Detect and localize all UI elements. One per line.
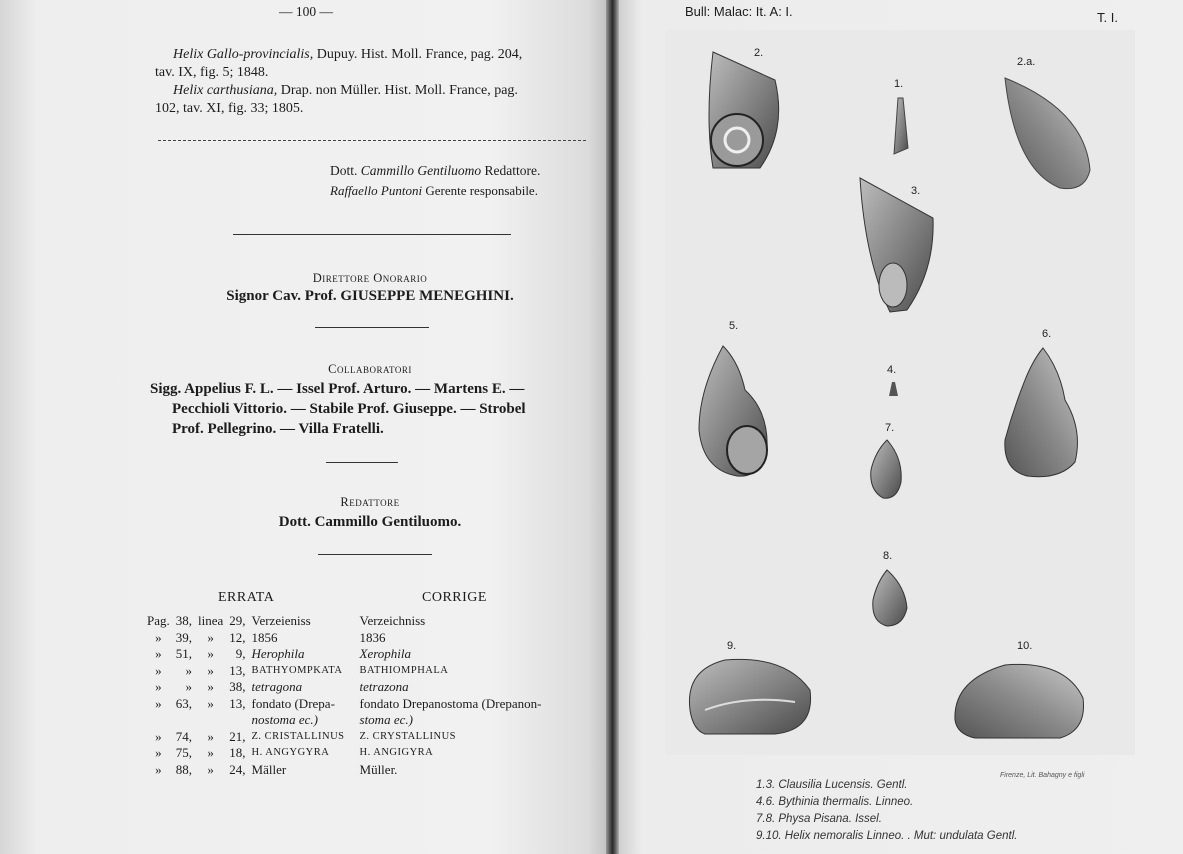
errata-cell: » [155, 679, 162, 694]
errata-cell: Pag. [147, 613, 170, 628]
errata-cell: » [207, 745, 214, 760]
shell-label: 8. [883, 550, 893, 562]
errata-cell: 74, [175, 728, 192, 744]
shell-fig-5 [699, 346, 767, 476]
errata-cell: nostoma ec.) [251, 712, 318, 727]
shell-fig-6 [1005, 348, 1078, 477]
errata-cell: 1836 [359, 629, 386, 645]
errata-cell: 9, [235, 646, 246, 661]
errata-cell: 63, [175, 695, 192, 711]
collaborators-list [150, 379, 590, 439]
errata-cell: 13, [229, 662, 246, 678]
errata-cell: » [155, 745, 162, 760]
errata-cell: » [207, 629, 214, 645]
errata-cell: 24, [229, 761, 246, 777]
shell-fig-10 [955, 664, 1084, 738]
errata-cell: 13, [229, 695, 246, 711]
errata-cell: » [155, 646, 162, 661]
collaborators-line: Pecchioli Vittorio. — Stabile Prof. Giuseppe. — Strobel [172, 401, 526, 417]
synonymy-block [155, 46, 595, 118]
errata-row [144, 762, 544, 779]
errata-row [144, 745, 544, 762]
corrige-heading: CORRIGE [422, 590, 487, 605]
book-gutter [606, 0, 620, 854]
errata-cell: 75, [175, 745, 192, 760]
errata-row [144, 729, 544, 746]
shell-label: 3. [911, 185, 921, 197]
shell-label: 6. [1042, 328, 1052, 340]
errata-cell: 38, [175, 613, 192, 628]
editor-line: Dott. Cammillo Gentiluomo Redattore. [330, 163, 541, 178]
errata-cell: » [155, 761, 162, 777]
collaborators-heading: Collaboratori [328, 362, 412, 376]
errata-row [144, 646, 544, 663]
errata-cell: » [207, 728, 214, 744]
divider [326, 462, 398, 463]
errata-cell: BATHIOMPHALA [359, 664, 449, 676]
errata-cell: » [185, 662, 192, 678]
errata-cell: fondato Drepanostoma (Drepanon- [359, 695, 542, 711]
errata-row [144, 663, 544, 680]
plate-caption: 9.10. Helix nemoralis Linneo. . Mut: undulata Gentl. [756, 830, 1018, 842]
errata-cell: » [155, 662, 162, 678]
shell-label: 4. [887, 364, 897, 376]
errata-cell: » [207, 679, 214, 694]
plate-header-journal: Bull: Malac: It. A: I. [685, 4, 793, 19]
collaborators-line: Prof. Pellegrino. — Villa Fratelli. [172, 421, 384, 437]
errata-cell: Z. CRYSTALLINUS [359, 730, 457, 742]
divider [158, 140, 586, 141]
errata-cell: tetrazona [359, 679, 409, 694]
errata-heading: ERRATA [218, 590, 275, 605]
shell-fig-1 [894, 98, 908, 154]
errata-cell: BATHYOMPKATA [251, 664, 343, 676]
plate-caption: 1.3. Clausilia Lucensis. Gentl. [756, 779, 908, 791]
errata-cell: 88, [175, 761, 192, 777]
shell-fig-2 [709, 52, 779, 168]
errata-cell: stoma ec.) [359, 712, 413, 727]
errata-row [144, 679, 544, 696]
errata-cell: » [155, 728, 162, 744]
page-number: — 100 — [279, 4, 333, 19]
errata-cell: H. ANGYGYRA [251, 747, 330, 758]
collaborators-line: Sigg. Appelius F. L. — Issel Prof. Arturo. — Martens E. — [150, 381, 525, 397]
redattore-name: Dott. Cammillo Gentiluomo. [278, 514, 462, 530]
synonym-line: Helix carthusiana, Drap. non Müller. Hist. Moll. France, pag. [173, 83, 518, 98]
errata-cell: Verzeichniss [359, 613, 426, 628]
errata-row [144, 696, 544, 713]
errata-cell: » [207, 761, 214, 777]
errata-cell [144, 712, 173, 729]
plate-caption: 7.8. Physa Pisana. Issel. [756, 813, 882, 825]
errata-cell: » [155, 695, 162, 711]
divider [233, 234, 511, 235]
shell-fig-3 [860, 178, 933, 312]
synonym-line: tav. IX, fig. 5; 1848. [155, 65, 269, 80]
errata-row [144, 630, 544, 647]
shell-plate [665, 30, 1135, 755]
errata-cell: Z. CRISTALLINUS [251, 730, 345, 742]
errata-cell: 39, [175, 629, 192, 645]
errata-cell: » [207, 646, 214, 661]
shell-label: 9. [727, 640, 737, 652]
synonym-line: Helix Gallo-provincialis, Dupuy. Hist. Moll. France, pag. 204, [173, 47, 523, 62]
plate-caption: 4.6. Bythinia thermalis. Linneo. [756, 796, 914, 808]
errata-row [144, 712, 544, 729]
errata-cell: linea [198, 613, 224, 628]
shell-fig-9 [689, 659, 810, 734]
divider [318, 554, 432, 555]
errata-cell: » [207, 695, 214, 711]
errata-cell: Verzeieniss [251, 613, 311, 628]
taxon-name: Helix Gallo-provincialis, [173, 47, 314, 62]
shell-fig-7 [871, 440, 901, 498]
errata-cell: tetragona [251, 679, 303, 694]
errata-cell [173, 712, 195, 729]
manager-line: Raffaello Puntoni Gerente responsabile. [330, 183, 538, 198]
errata-cell: Müller. [359, 761, 398, 777]
errata-cell: » [207, 662, 214, 678]
errata-cell: Xerophila [359, 646, 412, 661]
shell-label: 2. [754, 47, 764, 59]
errata-cell: H. ANGIGYRA [359, 747, 434, 758]
synonym-line: 102, tav. XI, fig. 33; 1805. [155, 101, 304, 116]
errata-cell: Mäller [251, 761, 287, 777]
director-heading: Direttore Onorario [312, 271, 428, 285]
divider [315, 327, 429, 328]
lithographer-credit: Firenze, Lit. Bahagny e figli [1000, 772, 1085, 779]
errata-cell: Herophila [251, 646, 305, 661]
shell-label: 1. [894, 78, 904, 90]
errata-cell: » [185, 679, 192, 694]
plate-number: T. I. [1097, 10, 1118, 25]
shell-fig-4 [889, 382, 898, 396]
errata-cell: 21, [229, 728, 246, 744]
errata-cell: 51, [175, 646, 192, 661]
errata-cell: 18, [229, 745, 246, 760]
errata-cell: 1856 [251, 629, 278, 645]
shell-fig-2a [1005, 78, 1090, 189]
shell-label: 7. [885, 422, 895, 434]
errata-cell [226, 712, 248, 729]
errata-cell: 29, [229, 613, 246, 628]
errata-cell: » [155, 629, 162, 645]
errata-cell: fondato (Drepa- [251, 695, 335, 711]
shell-fig-8 [873, 570, 907, 626]
errata-cell: 12, [229, 629, 246, 645]
director-name: Signor Cav. Prof. GIUSEPPE MENEGHINI. [226, 288, 514, 304]
errata-cell: 38, [229, 679, 246, 694]
shell-label: 2.a. [1017, 56, 1036, 68]
errata-cell [195, 712, 226, 729]
taxon-name: Helix carthusiana, [173, 83, 278, 98]
errata-row [144, 613, 544, 630]
redattore-heading: Redattore [340, 495, 400, 509]
errata-table [144, 613, 544, 778]
shell-label: 10. [1017, 640, 1033, 652]
shell-label: 5. [729, 320, 739, 332]
